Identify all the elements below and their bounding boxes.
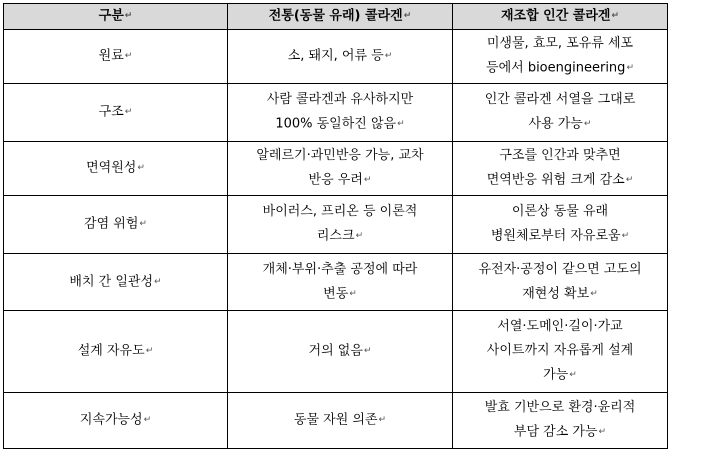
cell-line: 면역반응 위험 크게 감소↵	[486, 172, 634, 188]
cell-line: 거의 없음↵	[308, 343, 372, 359]
comparison-table	[3, 3, 668, 449]
row-label: 감염 위험	[84, 216, 139, 232]
cell-line: 구조를 인간과 맞추면	[499, 148, 621, 164]
table-row	[4, 196, 668, 254]
cell-line: 동물 자원 의존↵	[293, 412, 387, 428]
traditional-cell	[228, 84, 453, 142]
header-recombinant: 재조합 인간 콜라겐↵	[453, 4, 668, 30]
row-label-cell	[4, 254, 228, 311]
cell-line: 바이러스, 프리온 등 이론적	[262, 204, 418, 220]
traditional-cell	[228, 196, 453, 254]
row-label-cell	[4, 30, 228, 84]
traditional-cell	[228, 311, 453, 393]
cell-line: 변동↵	[323, 286, 357, 302]
cell-line: 병원체로부터 자유로움↵	[490, 228, 630, 244]
paragraph-mark-icon: ↵	[124, 107, 133, 118]
recombinant-cell	[453, 84, 668, 142]
paragraph-mark-icon: ↵	[349, 288, 357, 299]
cell-line: 인간 콜라겐 서열을 그대로	[484, 92, 636, 108]
header-row	[4, 4, 668, 30]
paragraph-mark-icon: ↵	[384, 51, 393, 62]
row-label-cell	[4, 142, 228, 196]
cell-line: 리스크↵	[316, 228, 364, 244]
paragraph-mark-icon: ↵	[397, 119, 405, 130]
paragraph-mark-icon: ↵	[583, 119, 592, 130]
recombinant-cell	[453, 311, 668, 393]
cell-line: 이론상 동물 유래	[511, 204, 609, 220]
table-row	[4, 393, 668, 449]
table-row	[4, 311, 668, 393]
cell-line: 사이트까지 자유롭게 설계	[486, 343, 634, 359]
paragraph-mark-icon: ↵	[626, 63, 634, 74]
recombinant-cell	[453, 254, 668, 311]
row-label: 지속가능성	[79, 412, 143, 428]
paragraph-mark-icon: ↵	[611, 11, 620, 22]
paragraph-mark-icon: ↵	[154, 276, 162, 287]
cell-line: 100% 동일하진 않음↵	[275, 116, 405, 132]
row-label-cell	[4, 84, 228, 142]
cell-line: 서열·도메인·길이·가교	[497, 319, 623, 335]
recombinant-cell	[453, 142, 668, 196]
row-label-cell	[4, 311, 228, 393]
row-label-cell	[4, 196, 228, 254]
cell-line: 사람 콜라겐과 유사하지만	[266, 92, 414, 108]
paragraph-mark-icon: ↵	[143, 415, 152, 426]
row-label: 원료	[98, 48, 124, 64]
paragraph-mark-icon: ↵	[378, 415, 387, 426]
paragraph-mark-icon: ↵	[137, 163, 145, 174]
paragraph-mark-icon: ↵	[363, 175, 372, 186]
row-label: 구조	[98, 104, 124, 120]
cell-line: 유전자·공정이 같으면 고도의	[478, 261, 642, 277]
table-row	[4, 30, 668, 84]
cell-line: 사용 가능↵	[528, 116, 592, 132]
cell-line: 부담 감소 가능↵	[513, 424, 607, 440]
paragraph-mark-icon: ↵	[139, 219, 147, 230]
header-traditional: 전통(동물 유래) 콜라겐↵	[228, 4, 453, 30]
traditional-cell	[228, 142, 453, 196]
recombinant-cell	[453, 30, 668, 84]
paragraph-mark-icon: ↵	[124, 11, 133, 22]
paragraph-mark-icon: ↵	[621, 231, 630, 242]
paragraph-mark-icon: ↵	[355, 231, 364, 242]
cell-line: 개체·부위·추출 공정에 따라	[262, 261, 418, 277]
recombinant-cell	[453, 196, 668, 254]
cell-line: 반응 우려↵	[308, 172, 372, 188]
row-label: 면역원성	[86, 160, 137, 176]
recombinant-cell	[453, 393, 668, 449]
traditional-cell	[228, 393, 453, 449]
paragraph-mark-icon: ↵	[625, 175, 634, 186]
paragraph-mark-icon: ↵	[569, 370, 577, 381]
row-label: 배치 간 일관성	[69, 274, 154, 290]
paragraph-mark-icon: ↵	[145, 346, 154, 357]
row-label: 설계 자유도	[77, 343, 145, 359]
paragraph-mark-icon: ↵	[124, 51, 133, 62]
row-label-cell	[4, 393, 228, 449]
cell-line: 미생물, 효모, 포유류 세포	[486, 36, 634, 52]
cell-line: 알레르기·과민반응 가능, 교차	[256, 148, 424, 164]
cell-line: 등에서 bioengineering↵	[486, 60, 634, 76]
table-row	[4, 142, 668, 196]
cell-line: 소, 돼지, 어류 등↵	[287, 48, 393, 64]
traditional-cell	[228, 254, 453, 311]
cell-line: 발효 기반으로 환경·윤리적	[484, 400, 636, 416]
cell-line: 가능↵	[543, 367, 577, 383]
paragraph-mark-icon: ↵	[403, 11, 412, 22]
traditional-cell	[228, 30, 453, 84]
paragraph-mark-icon: ↵	[363, 346, 372, 357]
cell-line: 재현성 확보↵	[522, 286, 598, 302]
paragraph-mark-icon: ↵	[590, 288, 598, 299]
table-row	[4, 254, 668, 311]
header-category: 구분↵	[4, 4, 228, 30]
table-row	[4, 84, 668, 142]
paragraph-mark-icon: ↵	[598, 427, 607, 438]
